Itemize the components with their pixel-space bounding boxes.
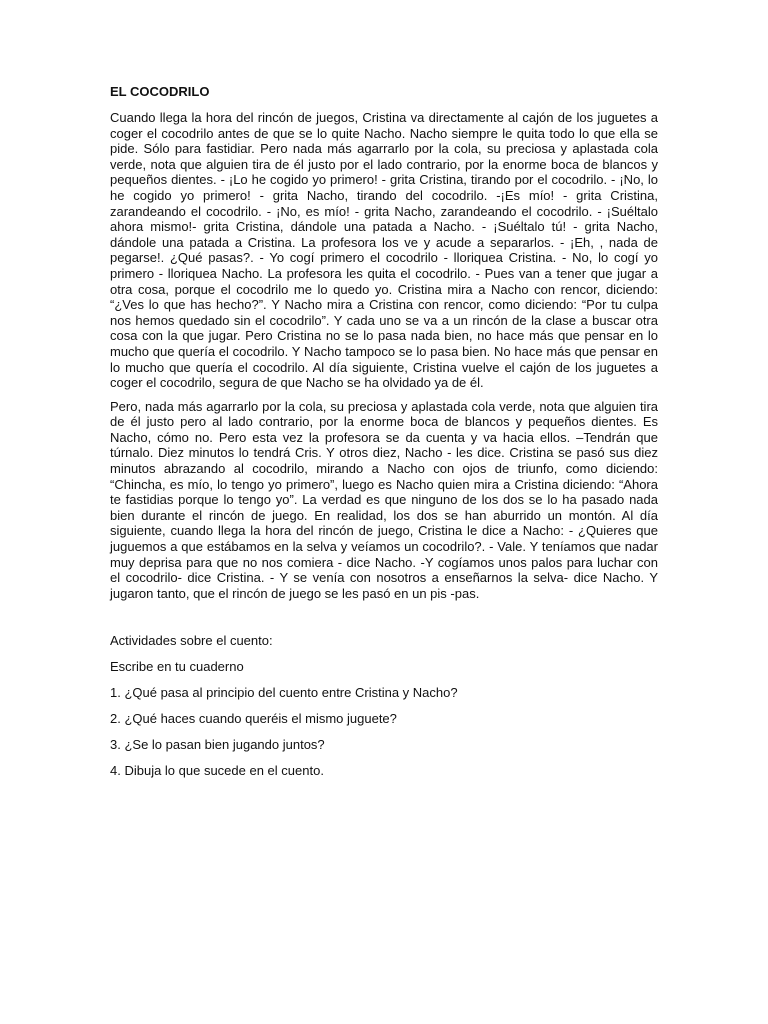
story-paragraph-2: Pero, nada más agarrarlo por la cola, su preciosa y aplastada cola verde, nota que alguien tira de él justo pero al lado contrario, por la enorme boca de blancos y pequeños dientes. Es Nacho, cómo no. Pero esta vez la profesora se da cuenta y va hacia ellos. –Tendrán que túrnalo. Diez minutos lo tendrá Cris. Y otros diez, Nacho - les dice. Cristina se pasó sus diez minutos abrazando al cocodrilo, mirando a Nacho con ojos de triunfo, como diciendo: “Chincha, es mío, lo tengo yo primero”, luego es Nacho quien mira a Cristina diciendo: “Ahora te fastidias porque lo tengo yo”. La verdad es que ninguno de los dos se lo ha pasado nada bien durante el rincón de juego. En realidad, los dos se han aburrido un montón. Al día siguiente, cuando llega la hora del rincón de juego, Cristina le dice a Nacho: - ¿Quieres que juguemos a que estábamos en la selva y veíamos un cocodrilo?. - Vale. Y teníamos que nadar muy deprisa para que no nos comiera - dice Nacho. -Y cogíamos unos palos para luchar con el cocodrilo- dice Cristina. - Y se venía con nosotros a enseñarnos la selva- dice Nacho. Y jugaron tanto, que el rincón de juego se les pasó en un pis -pas. xyxy=(110,398,658,601)
activity-question-1: 1. ¿Qué pasa al principio del cuento entre Cristina y Nacho? xyxy=(110,685,458,701)
activities-instruction: Escribe en tu cuaderno xyxy=(110,659,244,675)
activity-question-4: 4. Dibuja lo que sucede en el cuento. xyxy=(110,763,324,779)
activities-heading: Actividades sobre el cuento: xyxy=(110,633,273,649)
document-page xyxy=(110,84,658,789)
activity-question-2: 2. ¿Qué haces cuando queréis el mismo juguete? xyxy=(110,711,397,727)
story-title: EL COCODRILO xyxy=(110,84,210,99)
activities-section xyxy=(110,633,658,779)
activity-question-3: 3. ¿Se lo pasan bien jugando juntos? xyxy=(110,737,325,753)
story-paragraph-1: Cuando llega la hora del rincón de juegos, Cristina va directamente al cajón de los juguetes a coger el cocodrilo antes de que se lo quite Nacho. Nacho siempre le quita todo lo que ella se pide. Sólo para fastidiar. Pero nada más agarrarlo por la cola, su preciosa y aplastada cola verde, nota que alguien tira de él justo por el lado contrario, por la enorme boca de blancos y pequeños dientes. - ¡Lo he cogido yo primero! - grita Cristina, tirando por el cocodrilo. - ¡No, lo he cogido yo primero! - grita Nacho, tirando del cocodrilo. -¡Es mío! - grita Cristina, zarandeando el cocodrilo. - ¡No, es mío! - grita Nacho, zarandeando el cocodrilo. - ¡Suéltalo ahora mismo!- grita Cristina, dándole una patada a Nacho. - ¡Suéltalo tú! - grita Nacho, dándole una patada a Cristina. La profesora los ve y acude a separarlos. - ¡Eh, , nada de pegarse!. ¿Qué pasas?. - Yo cogí primero el cocodrilo - lloriquea Cristina. - No, lo cogí yo primero - lloriquea Nacho. La profesora les quita el cocodrilo. - Pues van a tener que jugar a otra cosa, porque el cocodrilo me lo quedo yo. Cristina mira a Nacho con rencor, diciendo: “¿Ves lo que has hecho?”. Y Nacho mira a Cristina con rencor, como diciendo: “Por tu culpa nos hemos quedado sin el cocodrilo”. Y cada uno se va a un rincón de la clase a buscar otra cosa con la que jugar. Pero Cristina no se lo pasa nada bien, no hace más que pensar en lo mucho que quería el cocodrilo. Y Nacho tampoco se lo pasa bien. No hace más que pensar en lo mucho que quería el cocodrilo. Al día siguiente, Cristina vuelve el cajón de los juguetes a coger el cocodrilo, segura de que Nacho se ha olvidado ya de él. xyxy=(110,110,658,391)
